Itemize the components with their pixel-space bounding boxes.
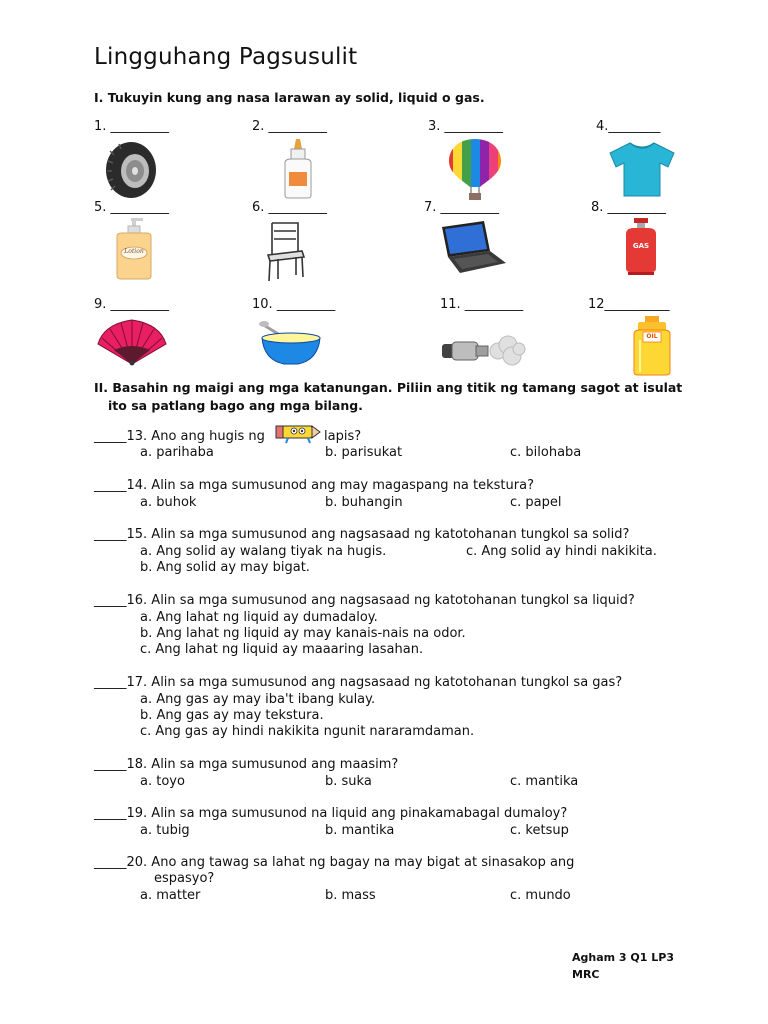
question-14-choice-c: c. papel bbox=[510, 495, 562, 510]
question-18-text: _____18. Alin sa mga sumusunod ang maasim? bbox=[94, 757, 399, 772]
question-20-text-line2: espasyo? bbox=[154, 871, 215, 886]
laptop-icon bbox=[440, 221, 508, 277]
chair-icon bbox=[264, 221, 306, 283]
question-17-choice-a: a. Ang gas ay may iba't ibang kulay. bbox=[140, 692, 376, 707]
gas-tank-label: GAS bbox=[632, 242, 650, 250]
question-19-choice-c: c. ketsup bbox=[510, 823, 569, 838]
oil-bottle-label: OIL bbox=[646, 333, 658, 340]
question-13-choice-b: b. parisukat bbox=[325, 445, 403, 460]
glue-bottle-icon bbox=[278, 139, 318, 199]
question-15-choice-a: a. Ang solid ay walang tiyak na hugis. bbox=[140, 544, 387, 559]
question-16-choice-a: a. Ang lahat ng liquid ay dumadaloy. bbox=[140, 610, 378, 625]
lotion-bottle-icon bbox=[114, 218, 154, 280]
question-17-choice-c: c. Ang gas ay hindi nakikita ngunit nararamdaman. bbox=[140, 724, 475, 739]
question-16-choice-b: b. Ang lahat ng liquid ay may kanais-nais na odor. bbox=[140, 626, 466, 641]
item-11-label: 11. _________ bbox=[440, 297, 524, 312]
question-15-choice-c: c. Ang solid ay hindi nakikita. bbox=[466, 544, 657, 559]
question-20-choice-b: b. mass bbox=[325, 888, 376, 903]
question-20-choice-a: a. matter bbox=[140, 888, 201, 903]
pencil-character-icon bbox=[274, 420, 322, 444]
item-8-label: 8. _________ bbox=[591, 200, 667, 215]
item-1-label: 1. _________ bbox=[94, 119, 170, 134]
soup-bowl-icon bbox=[258, 320, 324, 368]
page-title: Lingguhang Pagsusulit bbox=[94, 44, 358, 70]
tire-icon bbox=[104, 141, 158, 199]
question-15-text: _____15. Alin sa mga sumusunod ang nagsasaad ng katotohanan tungkol sa solid? bbox=[94, 527, 630, 542]
question-13-text: _____13. Ano ang hugis ng bbox=[94, 429, 265, 444]
question-19-text: _____19. Alin sa mga sumusunod na liquid ang pinakamabagal dumaloy? bbox=[94, 806, 568, 821]
question-16-choice-c: c. Ang lahat ng liquid ay maaaring lasahan. bbox=[140, 642, 424, 657]
question-18-choice-b: b. suka bbox=[325, 774, 372, 789]
t-shirt-icon bbox=[608, 141, 676, 197]
question-18-choice-a: a. toyo bbox=[140, 774, 185, 789]
item-12-label: 12__________ bbox=[588, 297, 670, 312]
question-17-choice-b: b. Ang gas ay may tekstura. bbox=[140, 708, 324, 723]
question-18-choice-c: c. mantika bbox=[510, 774, 579, 789]
question-15-choice-b: b. Ang solid ay may bigat. bbox=[140, 560, 310, 575]
item-4-label: 4.________ bbox=[596, 119, 661, 134]
part1-instruction: I. Tukuyin kung ang nasa larawan ay solid, liquid o gas. bbox=[94, 90, 485, 105]
spray-nozzle-icon bbox=[440, 330, 526, 368]
part2-instruction-line2: ito sa patlang bago ang mga bilang. bbox=[108, 398, 363, 413]
question-17-text: _____17. Alin sa mga sumusunod ang nagsasaad ng katotohanan tungkol sa gas? bbox=[94, 675, 623, 690]
question-16-text: _____16. Alin sa mga sumusunod ang nagsasaad ng katotohanan tungkol sa liquid? bbox=[94, 593, 635, 608]
item-3-label: 3. _________ bbox=[428, 119, 504, 134]
question-13-choice-a: a. parihaba bbox=[140, 445, 214, 460]
item-7-label: 7. _________ bbox=[424, 200, 500, 215]
hot-air-balloon-icon bbox=[444, 137, 506, 201]
footer-author: MRC bbox=[572, 968, 600, 981]
question-14-text: _____14. Alin sa mga sumusunod ang may magaspang na tekstura? bbox=[94, 478, 534, 493]
gas-tank-icon bbox=[620, 218, 662, 276]
question-13-text-end: lapis? bbox=[324, 429, 362, 444]
item-10-label: 10. _________ bbox=[252, 297, 336, 312]
question-20-choice-c: c. mundo bbox=[510, 888, 571, 903]
question-13-choice-c: c. bilohaba bbox=[510, 445, 582, 460]
question-20-text-line1: _____20. Ano ang tawag sa lahat ng bagay na may bigat at sinasakop ang bbox=[94, 855, 575, 870]
lotion-label: Lotion bbox=[124, 248, 144, 255]
question-19-choice-b: b. mantika bbox=[325, 823, 395, 838]
hand-fan-icon bbox=[94, 318, 170, 368]
question-19-choice-a: a. tubig bbox=[140, 823, 190, 838]
item-9-label: 9. _________ bbox=[94, 297, 170, 312]
part2-instruction-line1: II. Basahin ng maigi ang mga katanungan. Piliin ang titik ng tamang sagot at isulat bbox=[94, 380, 683, 395]
footer-subject: Agham 3 Q1 LP3 bbox=[572, 951, 674, 964]
question-14-choice-a: a. buhok bbox=[140, 495, 197, 510]
item-6-label: 6. _________ bbox=[252, 200, 328, 215]
item-5-label: 5. _________ bbox=[94, 200, 170, 215]
question-14-choice-b: b. buhangin bbox=[325, 495, 403, 510]
oil-bottle-icon bbox=[630, 316, 674, 376]
item-2-label: 2. _________ bbox=[252, 119, 328, 134]
